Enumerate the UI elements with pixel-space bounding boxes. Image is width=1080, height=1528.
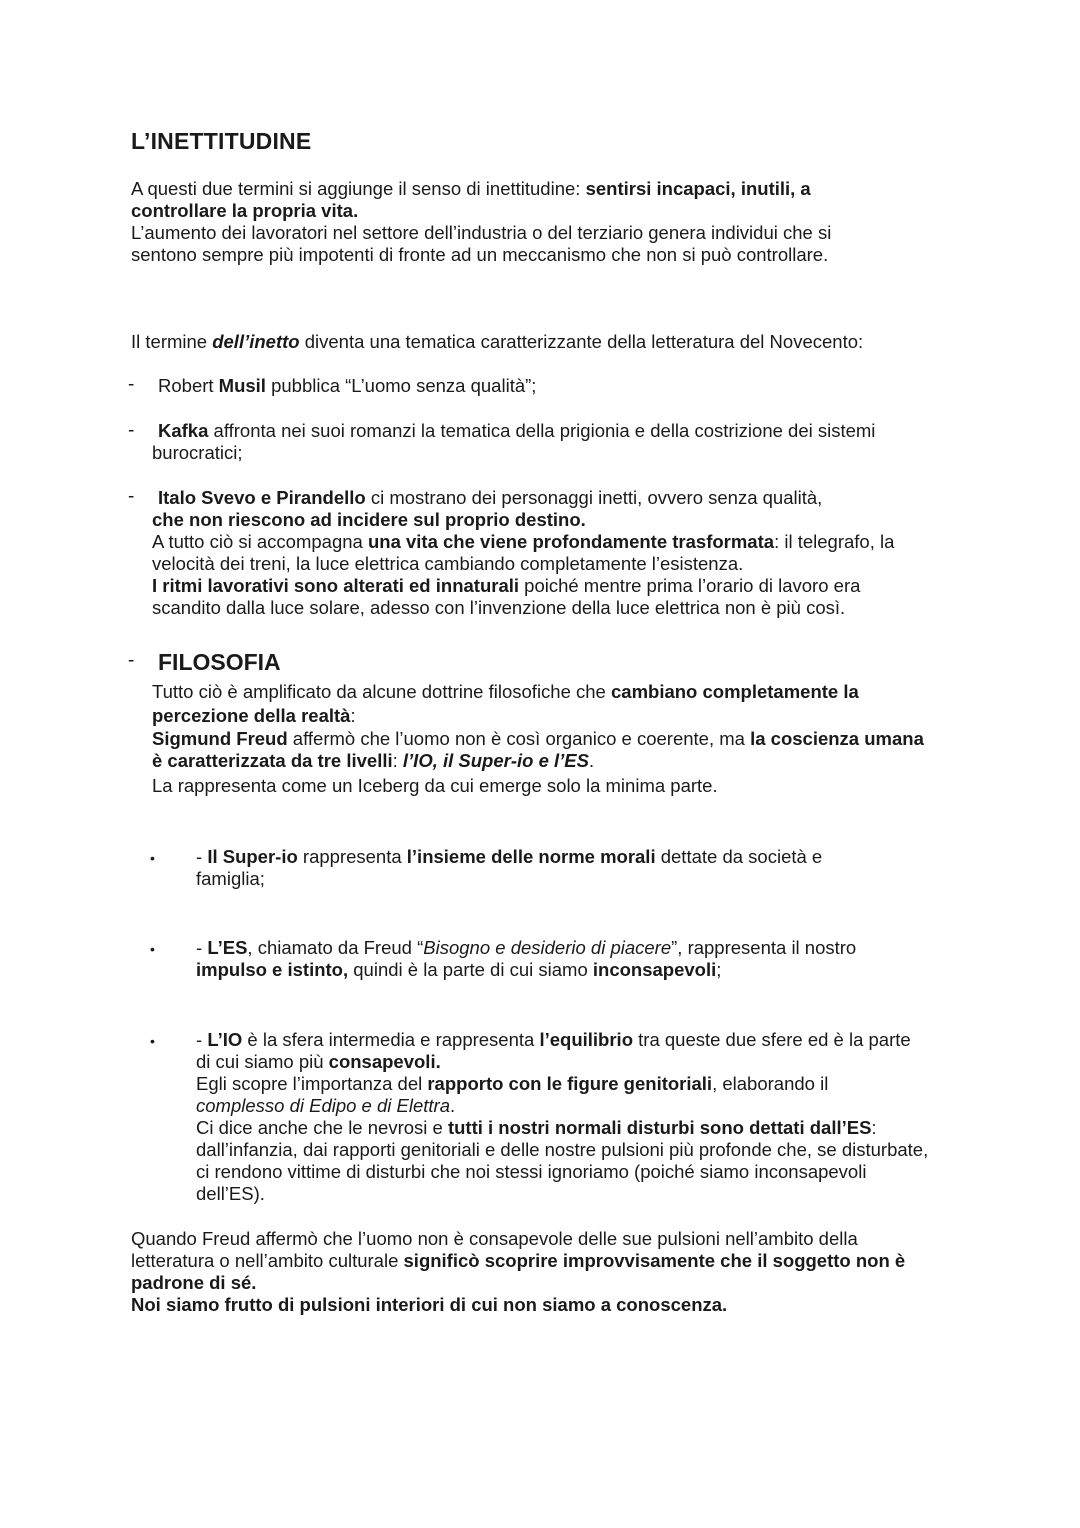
filosofia-paragraph: Tutto ciò è amplificato da alcune dottrine filosofiche che cambiano completamente la percezione della realtà: Sigmund Freud affermò che l’uomo non è così organico e coerente, ma la coscienza umana è caratterizzata da tre livelli: l’IO, il Super-io e l’ES. La rappresenta come un Iceberg da cui emerge solo la minima parte.	[152, 681, 924, 796]
conclusion-paragraph: Quando Freud affermò che l’uomo non è consapevole delle sue pulsioni nell’ambito della letteratura o nell’ambito culturale significò scoprire improvvisamente che il soggetto non è padrone di sé. Noi siamo frutto di pulsioni interiori di cui non siamo a conoscenza.	[131, 1228, 906, 1315]
inetto-paragraph: Il termine dell’inetto diventa una tematica caratterizzante della letteratura del Novecento:	[131, 331, 864, 352]
dash-marker: -	[128, 374, 135, 395]
list-item-svevo: Italo Svevo e Pirandello ci mostrano dei personaggi inetti, ovvero senza qualità, che non riescono ad incidere sul proprio destino. A tutto ciò si accompagna una vita che viene profondamente trasformata: il telegrafo, la velocità dei treni, la luce elettrica cambiando completamente l’esistenza. I ritmi lavorativi sono alterati ed innaturali poiché mentre prima l’orario di lavoro era scandito dalla luce solare, adesso con l’invenzione della luce elettrica non è più così.	[152, 487, 895, 618]
list-item-kafka: Kafka affronta nei suoi romanzi la tematica della prigionia e della costrizione dei sistemi burocratici;	[152, 420, 876, 463]
bullet-marker: •	[150, 850, 155, 866]
list-item-musil: Robert Musil pubblica “L’uomo senza qualità”;	[158, 375, 537, 396]
dash-marker: -	[128, 486, 135, 507]
section-title-filosofia: FILOSOFIA	[158, 649, 281, 675]
dash-marker: -	[128, 420, 135, 441]
bullet-superio: - Il Super-io rappresenta l’insieme delle norme morali dettate da società e famiglia;	[196, 846, 823, 889]
dash-marker: -	[128, 650, 135, 671]
bullet-io: - L’IO è la sfera intermedia e rappresenta l’equilibrio tra queste due sfere ed è la parte di cui siamo più consapevoli. Egli scopre l’importanza del rapporto con le figure genitoriali, elaborando il complesso di Edipo e di Elettra. Ci dice anche che le nevrosi e tutti i nostri normali disturbi sono dettati dall’ES: dall’infanzia, dai rapporti genitoriali e delle nostre pulsioni più profonde che, se disturbate, ci rendono vittime di disturbi che noi stessi ignoriamo (poiché siamo inconsapevoli dell’ES).	[196, 1029, 929, 1204]
page-title: L’INETTITUDINE	[131, 128, 312, 154]
intro-paragraph: A questi due termini si aggiunge il senso di inettitudine: sentirsi incapaci, inutili, a controllare la propria vita. L’aumento dei lavoratori nel settore dell’industria o del terziario genera individui che si sentono sempre più impotenti di fronte ad un meccanismo che non si può controllare.	[131, 178, 832, 265]
bullet-es: - L’ES, chiamato da Freud “Bisogno e desiderio di piacere”, rappresenta il nostro impulso e istinto, quindi è la parte di cui siamo inconsapevoli;	[196, 937, 857, 980]
bullet-marker: •	[150, 941, 155, 957]
bullet-marker: •	[150, 1033, 155, 1049]
